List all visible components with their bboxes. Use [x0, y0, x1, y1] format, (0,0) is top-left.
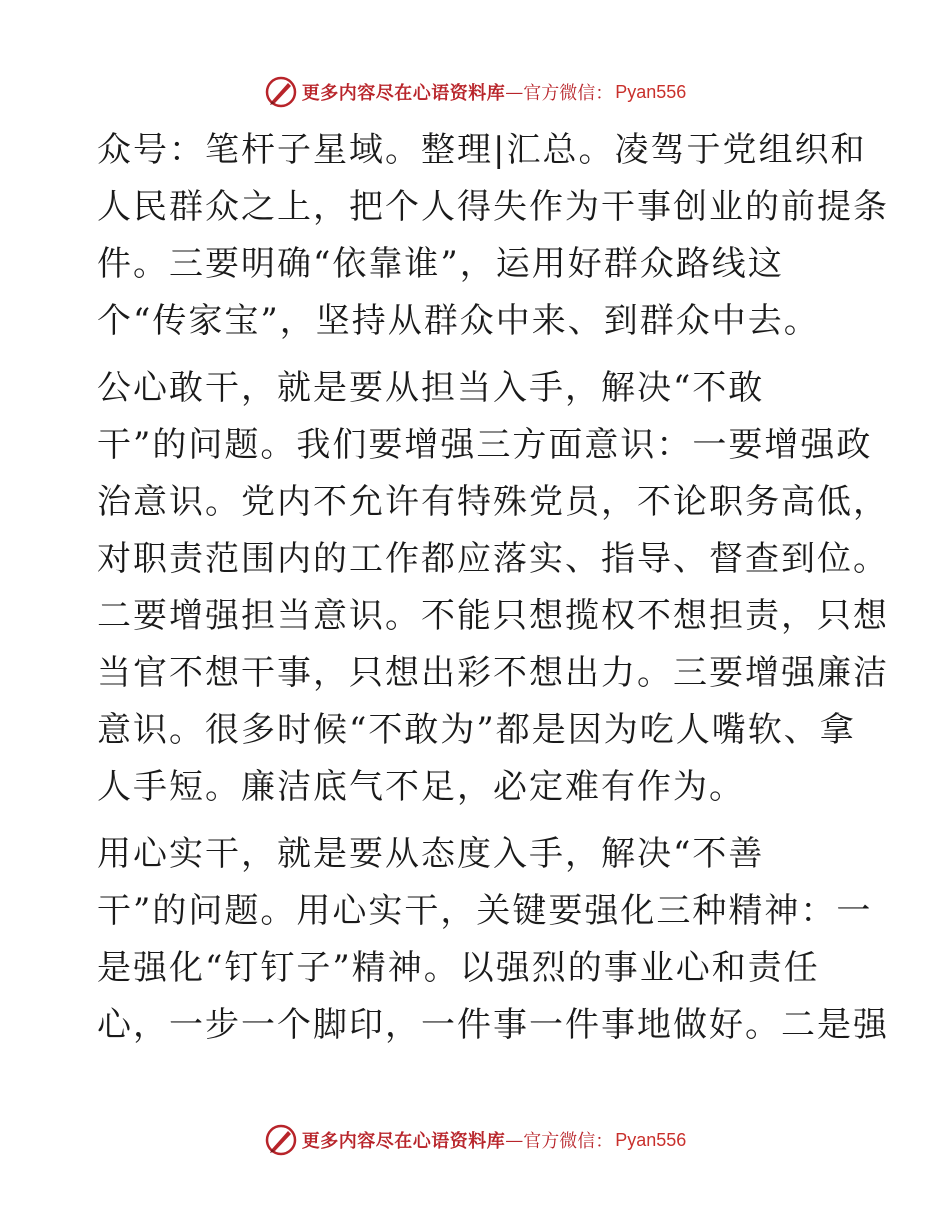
footer-site-text: 更多内容尽在心语资料库: [301, 1131, 506, 1152]
footer-banner: [0, 1120, 950, 1160]
text-line: 意识。很多时候“不敢为”都是因为吃人嘴软、拿: [97, 710, 856, 750]
header-banner: [0, 72, 950, 112]
text-line: 个“传家宝”，坚持从群众中来、到群众中去。: [97, 301, 820, 341]
text-line: 人民群众之上，把个人得失作为干事创业的前提条: [97, 187, 889, 227]
paragraph: [97, 360, 889, 816]
text-line: 心，一步一个脚印，一件事一件事地做好。二是强: [97, 1005, 889, 1045]
header-dash: —: [505, 81, 524, 103]
text-line: 人手短。廉洁底气不足，必定难有作为。: [97, 767, 745, 807]
text-line: 当官不想干事，只想出彩不想出力。三要增强廉洁: [97, 653, 889, 693]
paragraph: [97, 122, 889, 350]
footer-dash: —: [505, 1129, 524, 1151]
text-line: 治意识。党内不允许有特殊党员，不论职务高低，: [97, 482, 889, 522]
header-wechat-id: Pyan556: [615, 81, 687, 102]
text-line: 用心实干，就是要从态度入手，解决“不善: [97, 834, 765, 874]
text-line: 件。三要明确“依靠谁”，运用好群众路线这: [97, 244, 784, 284]
text-line: 公心敢干，就是要从担当入手，解决“不敢: [97, 368, 765, 408]
pen-logo-icon: [264, 75, 298, 109]
pen-logo-icon: [264, 1123, 298, 1157]
document-body: [97, 122, 889, 1054]
paragraph: [97, 826, 889, 1054]
header-official-label: 官方微信：: [523, 83, 614, 104]
text-line: 对职责范围内的工作都应落实、指导、督查到位。: [97, 539, 889, 579]
footer-wechat-id: Pyan556: [615, 1129, 687, 1150]
text-line: 是强化“钉钉子”精神。以强烈的事业心和责任: [97, 948, 820, 988]
text-line: 众号：笔杆子星域。整理|汇总。凌驾于党组织和: [97, 130, 867, 170]
text-line: 干”的问题。用心实干，关键要强化三种精神：一: [97, 891, 873, 931]
footer-official-label: 官方微信：: [523, 1131, 614, 1152]
text-line: 二要增强担当意识。不能只想揽权不想担责，只想: [97, 596, 889, 636]
text-line: 干”的问题。我们要增强三方面意识：一要增强政: [97, 425, 873, 465]
header-site-text: 更多内容尽在心语资料库: [301, 83, 506, 104]
